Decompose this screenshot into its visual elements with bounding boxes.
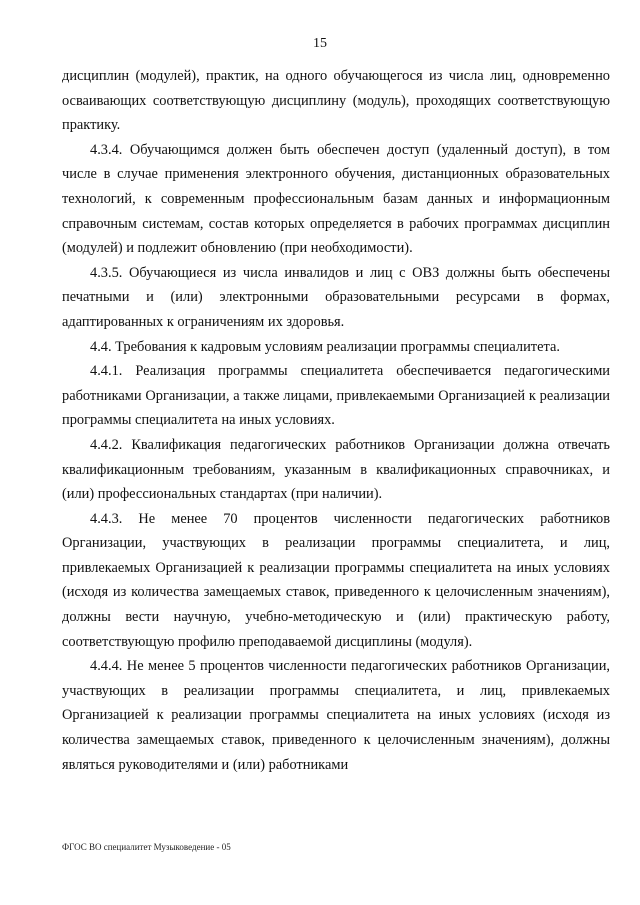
paragraph: 4.4. Требования к кадровым условиям реализации программы специалитета. — [90, 338, 560, 355]
paragraph: 4.4.2. Квалификация педагогических работников Организации должна отвечать квалификационным требованиям, указанным в квалификационных справочниках, и (или) профессиональных стандартах (при наличии). — [62, 436, 610, 503]
paragraph: 4.4.3. Не менее 70 процентов численности педагогических работников Организации, участвующих в реализации программы специалитета, и лиц, привлекаемых Организацией к реализации программы специалитета на иных условиях (исходя из количества замещаемых ставок, приведенного к целочисленным значениям), должны вести научную, учебно-методическую и (или) практическую работу, соответствующую профилю преподаваемой дисциплины (модуля). — [62, 510, 610, 650]
body-text — [62, 64, 610, 777]
paragraph: дисциплин (модулей), практик, на одного обучающегося из числа лиц, одновременно осваивающих соответствующую дисциплину (модуль), проходящих соответствующую практику. — [62, 68, 610, 134]
page-number: 15 — [313, 36, 327, 51]
paragraph: 4.3.4. Обучающимся должен быть обеспечен доступ (удаленный доступ), в том числе в случае применения электронного обучения, дистанционных образовательных технологий, к современным профессиональным базам данных и информационным справочным системам, состав которых определяется в рабочих программах дисциплин (модулей) и подлежит обновлению (при необходимости). — [62, 141, 610, 257]
paragraph: 4.4.4. Не менее 5 процентов численности педагогических работников Организации, участвующих в реализации программы специалитета, и лиц, привлекаемых Организацией к реализации программы специалитета на иных условиях (исходя из количества замещаемых ставок, приведенного к целочисленным значениям), должны являться руководителями и (или) работниками — [62, 658, 610, 773]
paragraph: 4.4.1. Реализация программы специалитета обеспечивается педагогическими работниками Организации, а также лицами, привлекаемыми Организацией к реализации программы специалитета на иных условиях. — [62, 363, 610, 429]
paragraph: 4.3.5. Обучающиеся из числа инвалидов и лиц с ОВЗ должны быть обеспечены печатными и (или) электронными образовательными ресурсами в формах, адаптированных к ограничениям их здоровья. — [62, 264, 610, 330]
footer-text: ФГОС ВО специалитет Музыковедение - 05 — [62, 842, 231, 852]
